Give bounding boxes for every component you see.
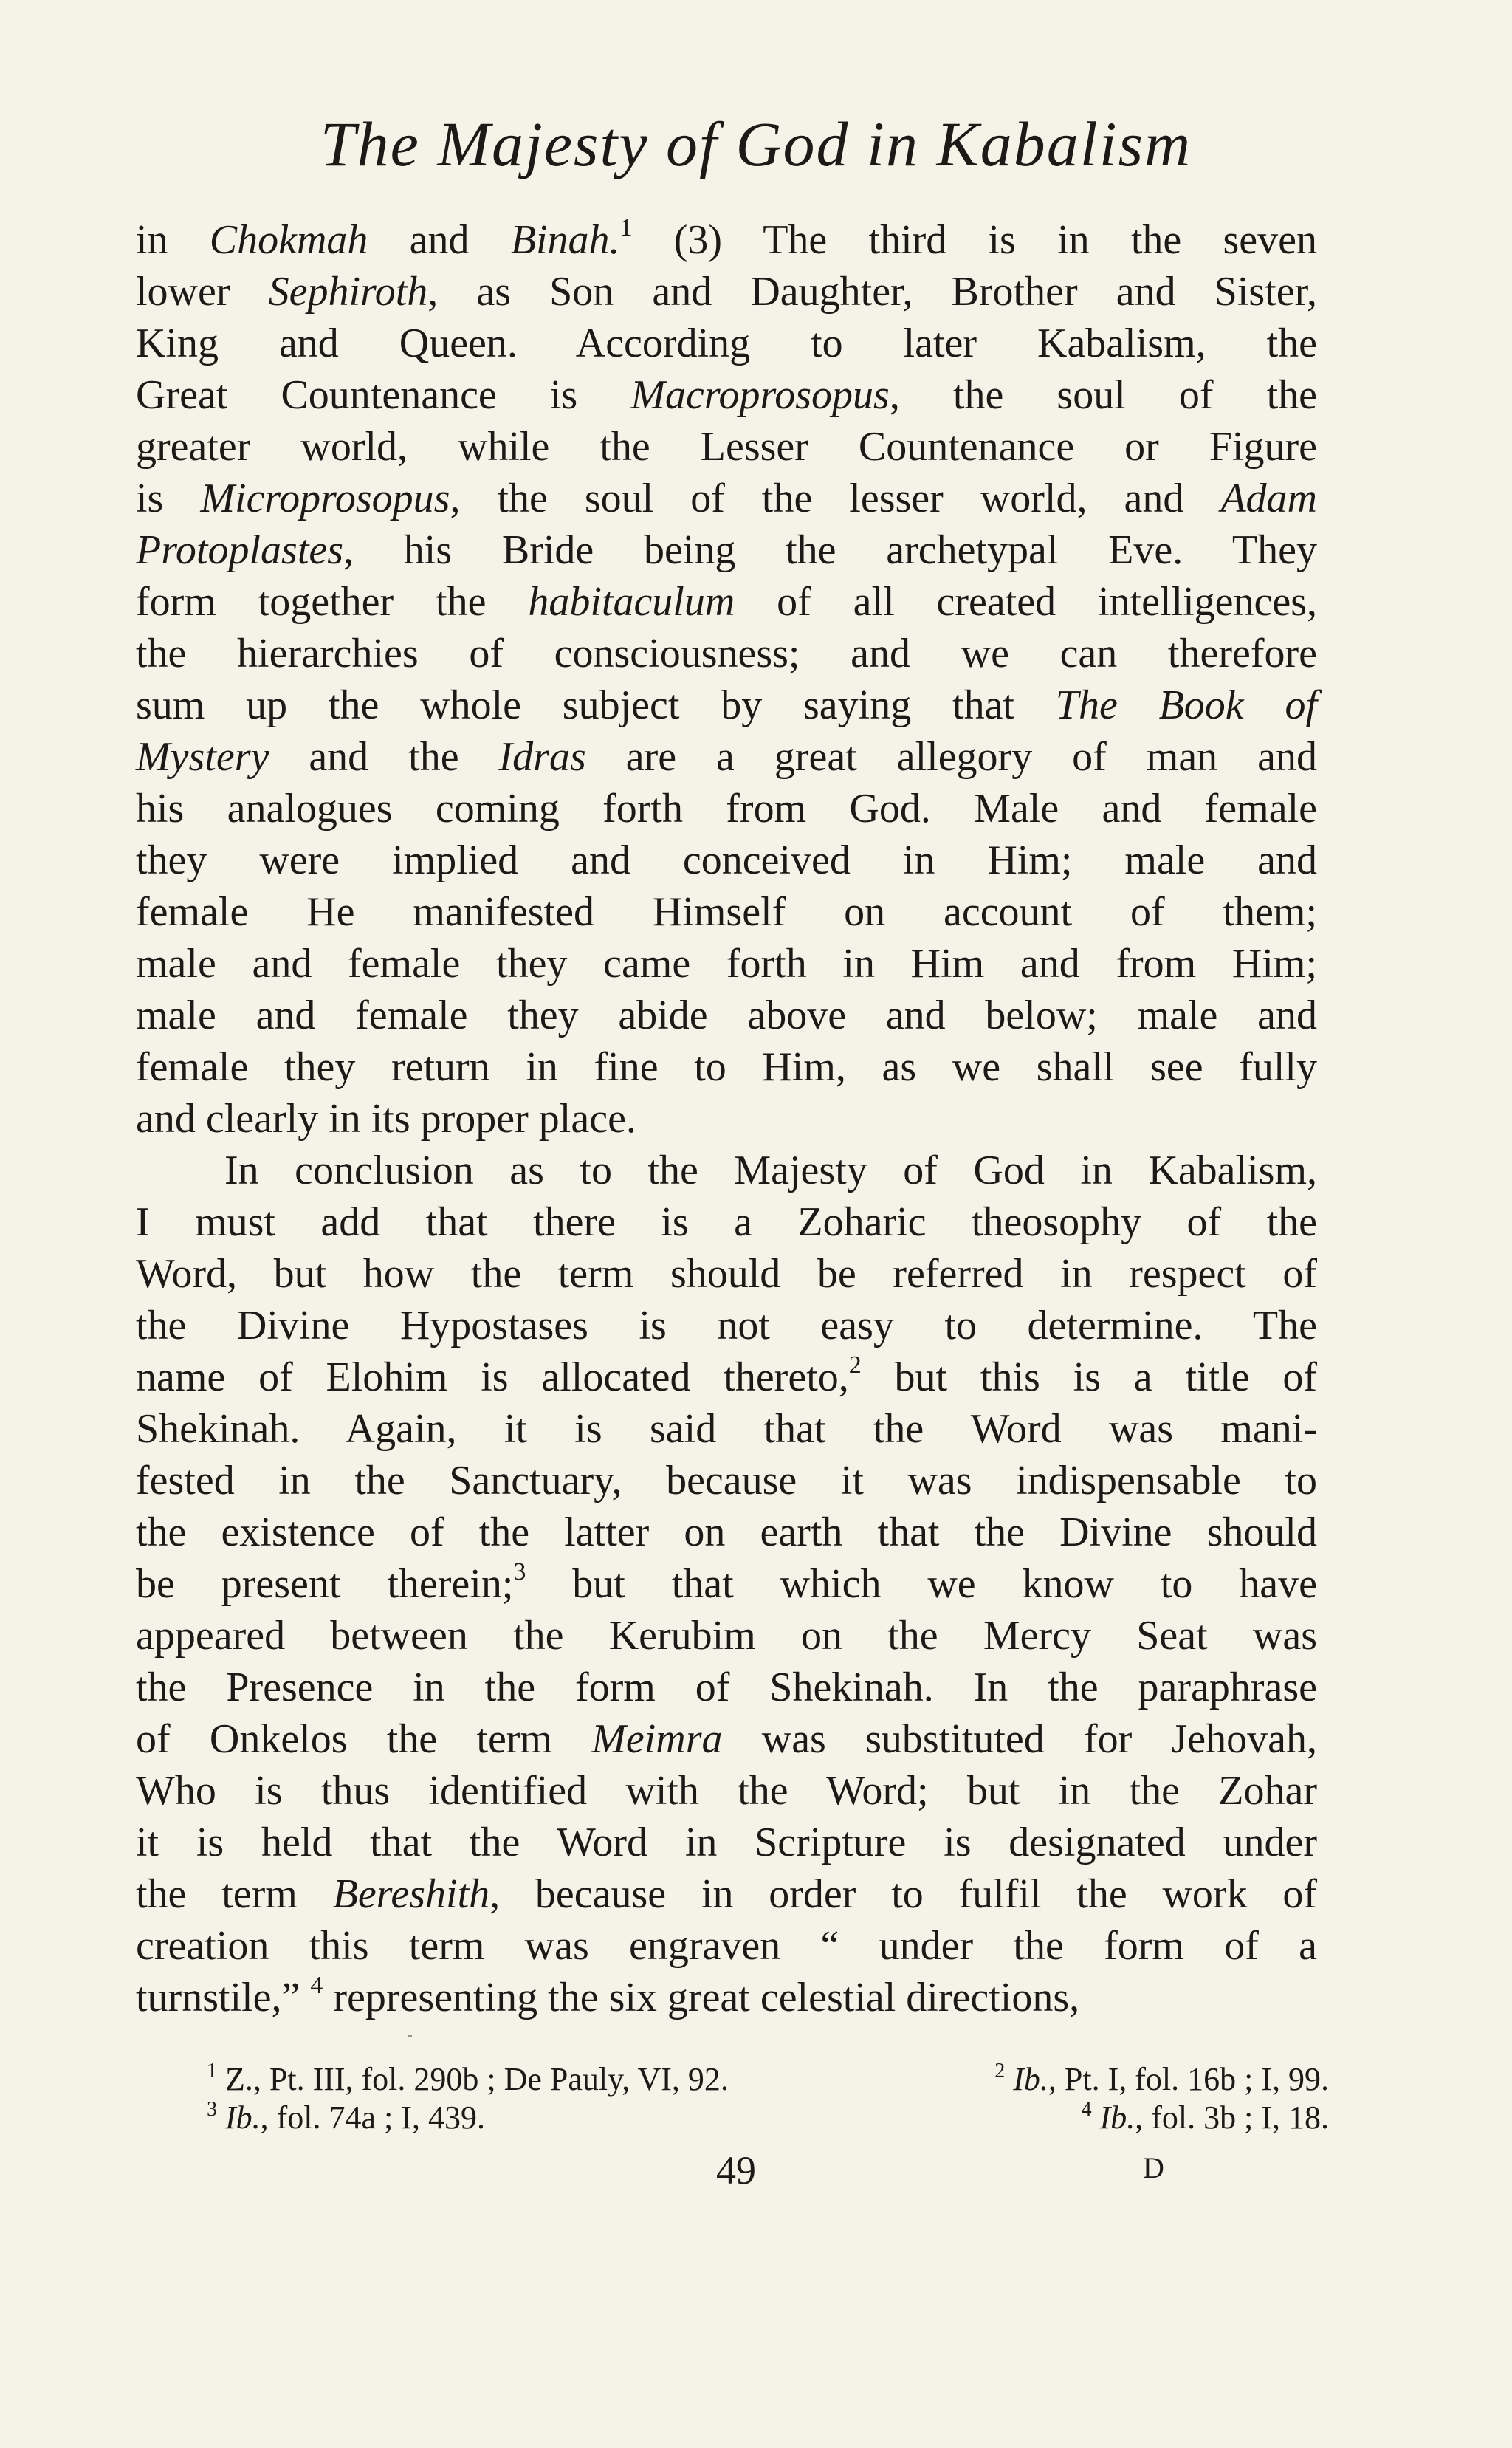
footnote-ref: 4: [1081, 2098, 1092, 2122]
text-line: [136, 318, 1317, 369]
body-text: [136, 214, 1317, 2023]
text-run: was substituted for Jehovah,: [722, 1716, 1317, 1762]
text-line: [136, 679, 1317, 731]
text-run: are a great allegory of man and: [585, 734, 1317, 780]
text-run: name of Elohim is allocated thereto,: [136, 1354, 849, 1400]
text-run: , fol. 3b ; I, 18.: [1135, 2099, 1329, 2136]
italic-run: Protoplastes: [136, 527, 344, 573]
text-line: [136, 214, 1317, 266]
text-run: they were implied and conceived in Him; male and: [136, 837, 1317, 883]
text-line: [136, 628, 1317, 679]
text-line: [136, 1300, 1317, 1351]
text-line: [136, 1506, 1317, 1558]
text-line: [136, 731, 1317, 783]
text-run: King and Queen. According to later Kabalism, the: [136, 320, 1317, 366]
text-run: lower: [136, 269, 269, 315]
text-run: female He manifested Himself on account of them;: [136, 889, 1317, 935]
footnote-ref: 4: [310, 1972, 323, 2000]
text-line: [136, 783, 1317, 834]
page-number: 49: [716, 2148, 756, 2192]
italic-run: Ib.: [1099, 2099, 1135, 2136]
footnote: [1082, 2099, 1329, 2137]
text-run: the term: [136, 1871, 333, 1917]
text-line: [136, 990, 1317, 1041]
italic-run: Mystery: [136, 734, 269, 780]
text-run: female they return in fine to Him, as we shall see fully: [136, 1044, 1317, 1090]
text-line: [136, 1765, 1317, 1817]
text-run: and clearly in its proper place.: [136, 1096, 636, 1142]
italic-run: Ib.: [225, 2099, 261, 2136]
text-run: and: [368, 217, 511, 263]
text-run: the Presence in the form of Shekinah. In the paraphrase: [136, 1664, 1317, 1710]
footnote-ref: 3: [513, 1558, 526, 1586]
text-line: [136, 1972, 1317, 2023]
footnote: [207, 2060, 729, 2099]
text-run: fested in the Sanctuary, because it was indispensable to: [136, 1458, 1317, 1504]
italic-run: Adam: [1220, 476, 1317, 521]
text-line: [136, 576, 1317, 628]
text-run: [1005, 2061, 1013, 2097]
text-line: [136, 1610, 1317, 1662]
text-run: greater world, while the Lesser Countenance or Figure: [136, 424, 1317, 470]
text-run: , his Bride being the archetypal Eve. They: [343, 527, 1317, 573]
text-line: [136, 421, 1317, 473]
text-line: [136, 938, 1317, 990]
text-run: (3) The third is in the seven: [632, 217, 1317, 263]
text-run: , the soul of the lesser world, and: [450, 476, 1221, 521]
footnote-ref: 1: [619, 214, 633, 242]
footnote-row: [207, 2099, 1329, 2137]
text-run: Z., Pt. III, fol. 290b ; De Pauly, VI, 92.: [217, 2061, 729, 2097]
text-run: is: [136, 476, 201, 521]
italic-run: Meimra: [591, 1716, 723, 1762]
text-line: [136, 524, 1317, 576]
text-run: of Onkelos the term: [136, 1716, 592, 1762]
running-head: The Majesty of God in Kabalism: [320, 109, 1192, 179]
text-line: [136, 1196, 1317, 1248]
text-run: the hierarchies of consciousness; and we can therefore: [136, 631, 1317, 676]
footnote: [207, 2099, 485, 2137]
text-line: [136, 1351, 1317, 1403]
footnote-ref: 3: [207, 2098, 217, 2122]
text-run: , Pt. I, fol. 16b ; I, 99.: [1048, 2061, 1329, 2097]
text-run: male and female they came forth in Him and from Him;: [136, 941, 1317, 987]
italic-run: Binah.: [510, 217, 620, 263]
text-line: [136, 1145, 1317, 1196]
text-line: [136, 1248, 1317, 1300]
italic-run: Macroprosopus: [630, 372, 890, 418]
text-line: [136, 1455, 1317, 1506]
text-run: , because in order to fulfil the work of: [489, 1871, 1318, 1917]
text-run: Shekinah. Again, it is said that the Word was mani-: [136, 1406, 1317, 1452]
text-run: , fol. 74a ; I, 439.: [260, 2099, 485, 2136]
text-run: , as Son and Daughter, Brother and Sister,: [427, 269, 1317, 315]
footnote-ref: 1: [207, 2060, 217, 2083]
text-run: [217, 2099, 225, 2136]
text-run: male and female they abide above and below; male and: [136, 992, 1317, 1038]
text-line: [136, 369, 1317, 421]
footnote-ref: 2: [848, 1351, 862, 1379]
text-run: Who is thus identified with the Word; but in the Zohar: [136, 1768, 1317, 1814]
text-line: [136, 1920, 1317, 1972]
text-line: [136, 1817, 1317, 1868]
italic-run: Sephiroth: [268, 269, 428, 315]
footnote: [994, 2060, 1329, 2099]
text-run: [1092, 2099, 1100, 2136]
text-run: Great Countenance is: [136, 372, 631, 418]
text-run: turnstile,”: [136, 1975, 311, 2020]
text-line: [136, 1713, 1317, 1765]
text-run: the Divine Hypostases is not easy to determine. The: [136, 1303, 1317, 1348]
text-run: and the: [269, 734, 499, 780]
text-run: be present therein;: [136, 1561, 514, 1607]
text-line: [136, 886, 1317, 938]
italic-run: Microprosopus: [200, 476, 450, 521]
text-line: [136, 1558, 1317, 1610]
text-line: [136, 1041, 1317, 1093]
text-run: in: [136, 217, 210, 263]
italic-run: Ib.: [1013, 2061, 1048, 2097]
text-line: [136, 1868, 1317, 1920]
italic-run: Bereshith: [332, 1871, 490, 1917]
text-run: his analogues coming forth from God. Male and female: [136, 786, 1317, 832]
italic-run: Idras: [498, 734, 586, 780]
signature-mark: D: [1143, 2151, 1164, 2184]
footnote-row: [207, 2060, 1329, 2099]
text-run: creation this term was engraven “ under the form of a: [136, 1923, 1317, 1969]
footnotes: [207, 2060, 1329, 2137]
text-run: appeared between the Kerubim on the Mercy Seat was: [136, 1613, 1317, 1659]
text-line: [136, 473, 1317, 524]
footnote-ref: 2: [994, 2060, 1006, 2083]
text-run: it is held that the Word in Scripture is designated under: [136, 1820, 1317, 1865]
text-run: In conclusion as to the Majesty of God in Kabalism,: [224, 1148, 1317, 1193]
italic-run: habitaculum: [528, 579, 735, 625]
text-line: [136, 834, 1317, 886]
italic-run: The Book of: [1055, 682, 1318, 728]
text-run: the existence of the latter on earth that the Divine should: [136, 1509, 1317, 1555]
text-line: [136, 266, 1317, 318]
text-run: of all created intelligences,: [735, 579, 1317, 625]
footnote-rule: [408, 2035, 412, 2037]
text-run: but this is a title of: [861, 1354, 1317, 1400]
text-run: Word, but how the term should be referred in respect of: [136, 1251, 1317, 1297]
text-line: [136, 1662, 1317, 1713]
text-line: [136, 1403, 1317, 1455]
text-run: , the soul of the: [889, 372, 1318, 418]
text-run: but that which we know to have: [526, 1561, 1317, 1607]
text-run: I must add that there is a Zoharic theosophy of the: [136, 1199, 1317, 1245]
italic-run: Chokmah: [209, 217, 368, 263]
text-line: [136, 1093, 1317, 1145]
text-run: form together the: [136, 579, 529, 625]
text-run: sum up the whole subject by saying that: [136, 682, 1056, 728]
text-run: representing the six great celestial directions,: [323, 1975, 1080, 2020]
